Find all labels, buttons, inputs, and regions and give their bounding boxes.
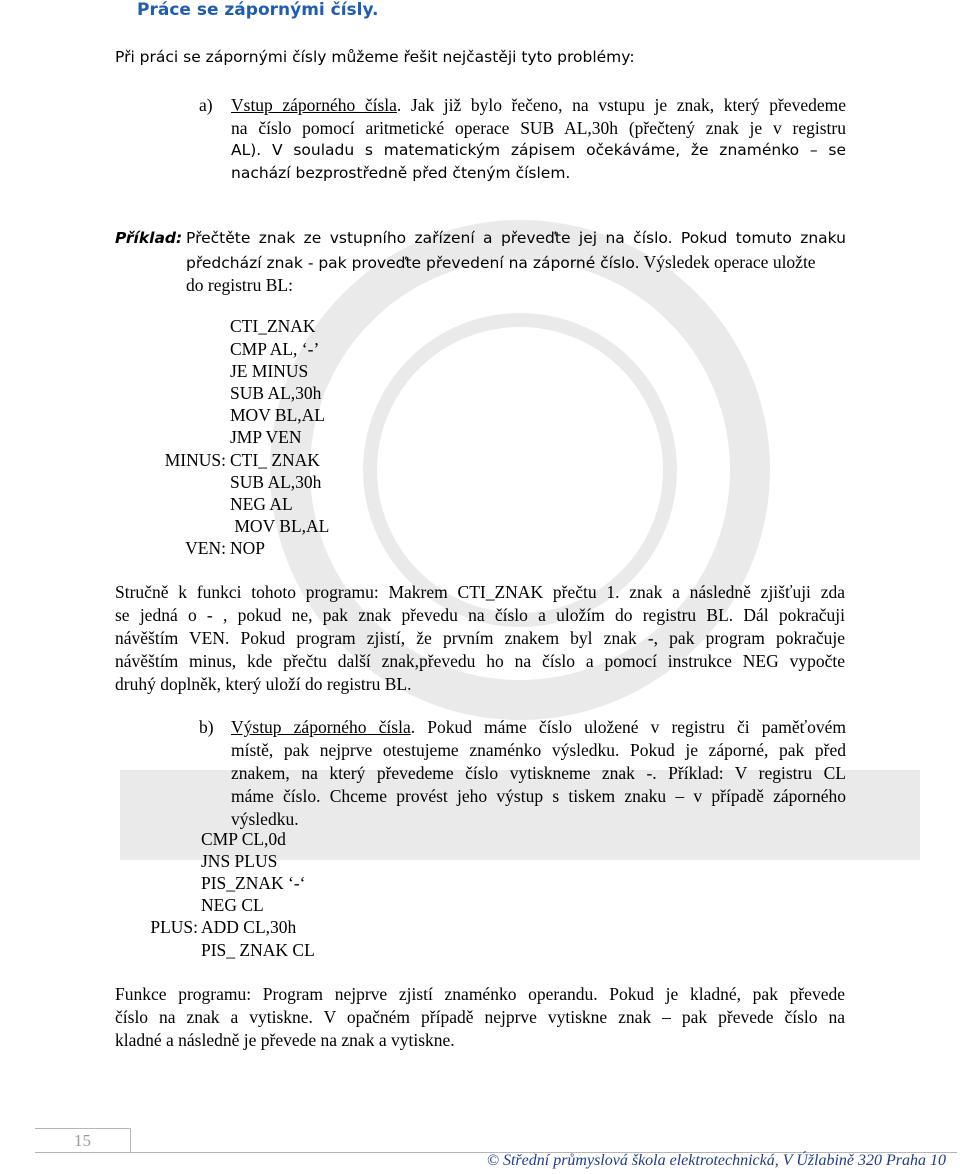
code-line: CMP AL, ‘-’ — [230, 339, 320, 359]
code-line: NEG CL — [201, 895, 264, 915]
code-line: PIS_ZNAK ‘-‘ — [201, 873, 306, 893]
code-line: NEG AL — [230, 494, 293, 514]
code-line: ADD CL,30h — [201, 917, 297, 937]
explanation-a: Stručně k funkci tohoto programu: Makrem CTI_ZNAK přečtu 1. znak a následně zjišťuji zda se jedná o - , pokud ne, pak znak převedu na číslo a uložím do registru BL. Dál pokračuji návěštím VEN. Pokud program zjistí, že prvním znakem byl znak -, pak program pokračuje návěštím minus, kde přečtu další znak,převedu ho na číslo a pomocí instrukce NEG vypočte druhý doplněk, který uloží do registru BL. — [115, 582, 845, 694]
page-number: 15 — [35, 1128, 131, 1153]
item-a-marker: a) — [199, 95, 213, 115]
code-line: JNS PLUS — [201, 851, 278, 871]
code-line: MOV BL,AL — [230, 516, 330, 536]
item-b-marker: b) — [199, 717, 214, 737]
intro-paragraph: Při práci se zápornými čísly můžeme řešit nejčastěji tyto problémy: — [115, 48, 635, 66]
item-b-body: Výstup záporného čísla. Pokud máme číslo uložené v registru či paměťovém místě, pak nejprve otestujeme znaménko výsledku. Pokud je záporné, pak před znakem, na který převedeme číslo vytiskneme znak -. Příklad: V registru CL máme číslo. Chceme provést jeho výstup s tiskem znaku – v případě záporného výsledku. — [231, 717, 847, 829]
code-line: CTI_ZNAK — [230, 316, 316, 336]
example-label: Příklad: — [115, 229, 183, 247]
code-label-plus: PLUS: — [150, 917, 198, 937]
code-label-ven: VEN: — [185, 538, 226, 558]
item-b-title: Výstup záporného čísla — [231, 717, 411, 737]
code-line: CMP CL,0d — [201, 829, 286, 849]
code-line: NOP — [230, 538, 266, 558]
code-line: SUB AL,30h — [230, 472, 322, 492]
item-a-body: Vstup záporného čísla. Jak již bylo řečeno, na vstupu je znak, který převedeme na číslo pomocí aritmetické operace SUB AL,30h (přečtený znak je v registru AL). V souladu s matematickým zápisem očekáváme, že znaménko – se nachází bezprostředně před čteným číslem. — [231, 95, 846, 182]
item-a-title: Vstup záporného čísla — [231, 95, 397, 115]
code-line: CTI_ ZNAK — [230, 450, 320, 470]
code-line: JE MINUS — [230, 361, 309, 381]
code-line: JMP VEN — [230, 427, 302, 447]
explanation-b: Funkce programu: Program nejprve zjistí znaménko operandu. Pokud je kladné, pak převede číslo na znak a vytiskne. V opačném případě nejprve vytiskne znak – pak převede číslo na kladné a následně je převede na znak a vytiskne. — [115, 984, 845, 1050]
code-label-minus: MINUS: — [164, 450, 226, 470]
page-title: Práce se zápornými čísly. — [137, 0, 379, 20]
code-line: PIS_ ZNAK CL — [201, 940, 315, 960]
code-line: MOV BL,AL — [230, 405, 325, 425]
code-line: SUB AL,30h — [230, 383, 322, 403]
footer-copyright: © Střední průmyslová škola elektrotechnická, V Úžlabině 320 Praha 10 — [486, 1152, 946, 1169]
